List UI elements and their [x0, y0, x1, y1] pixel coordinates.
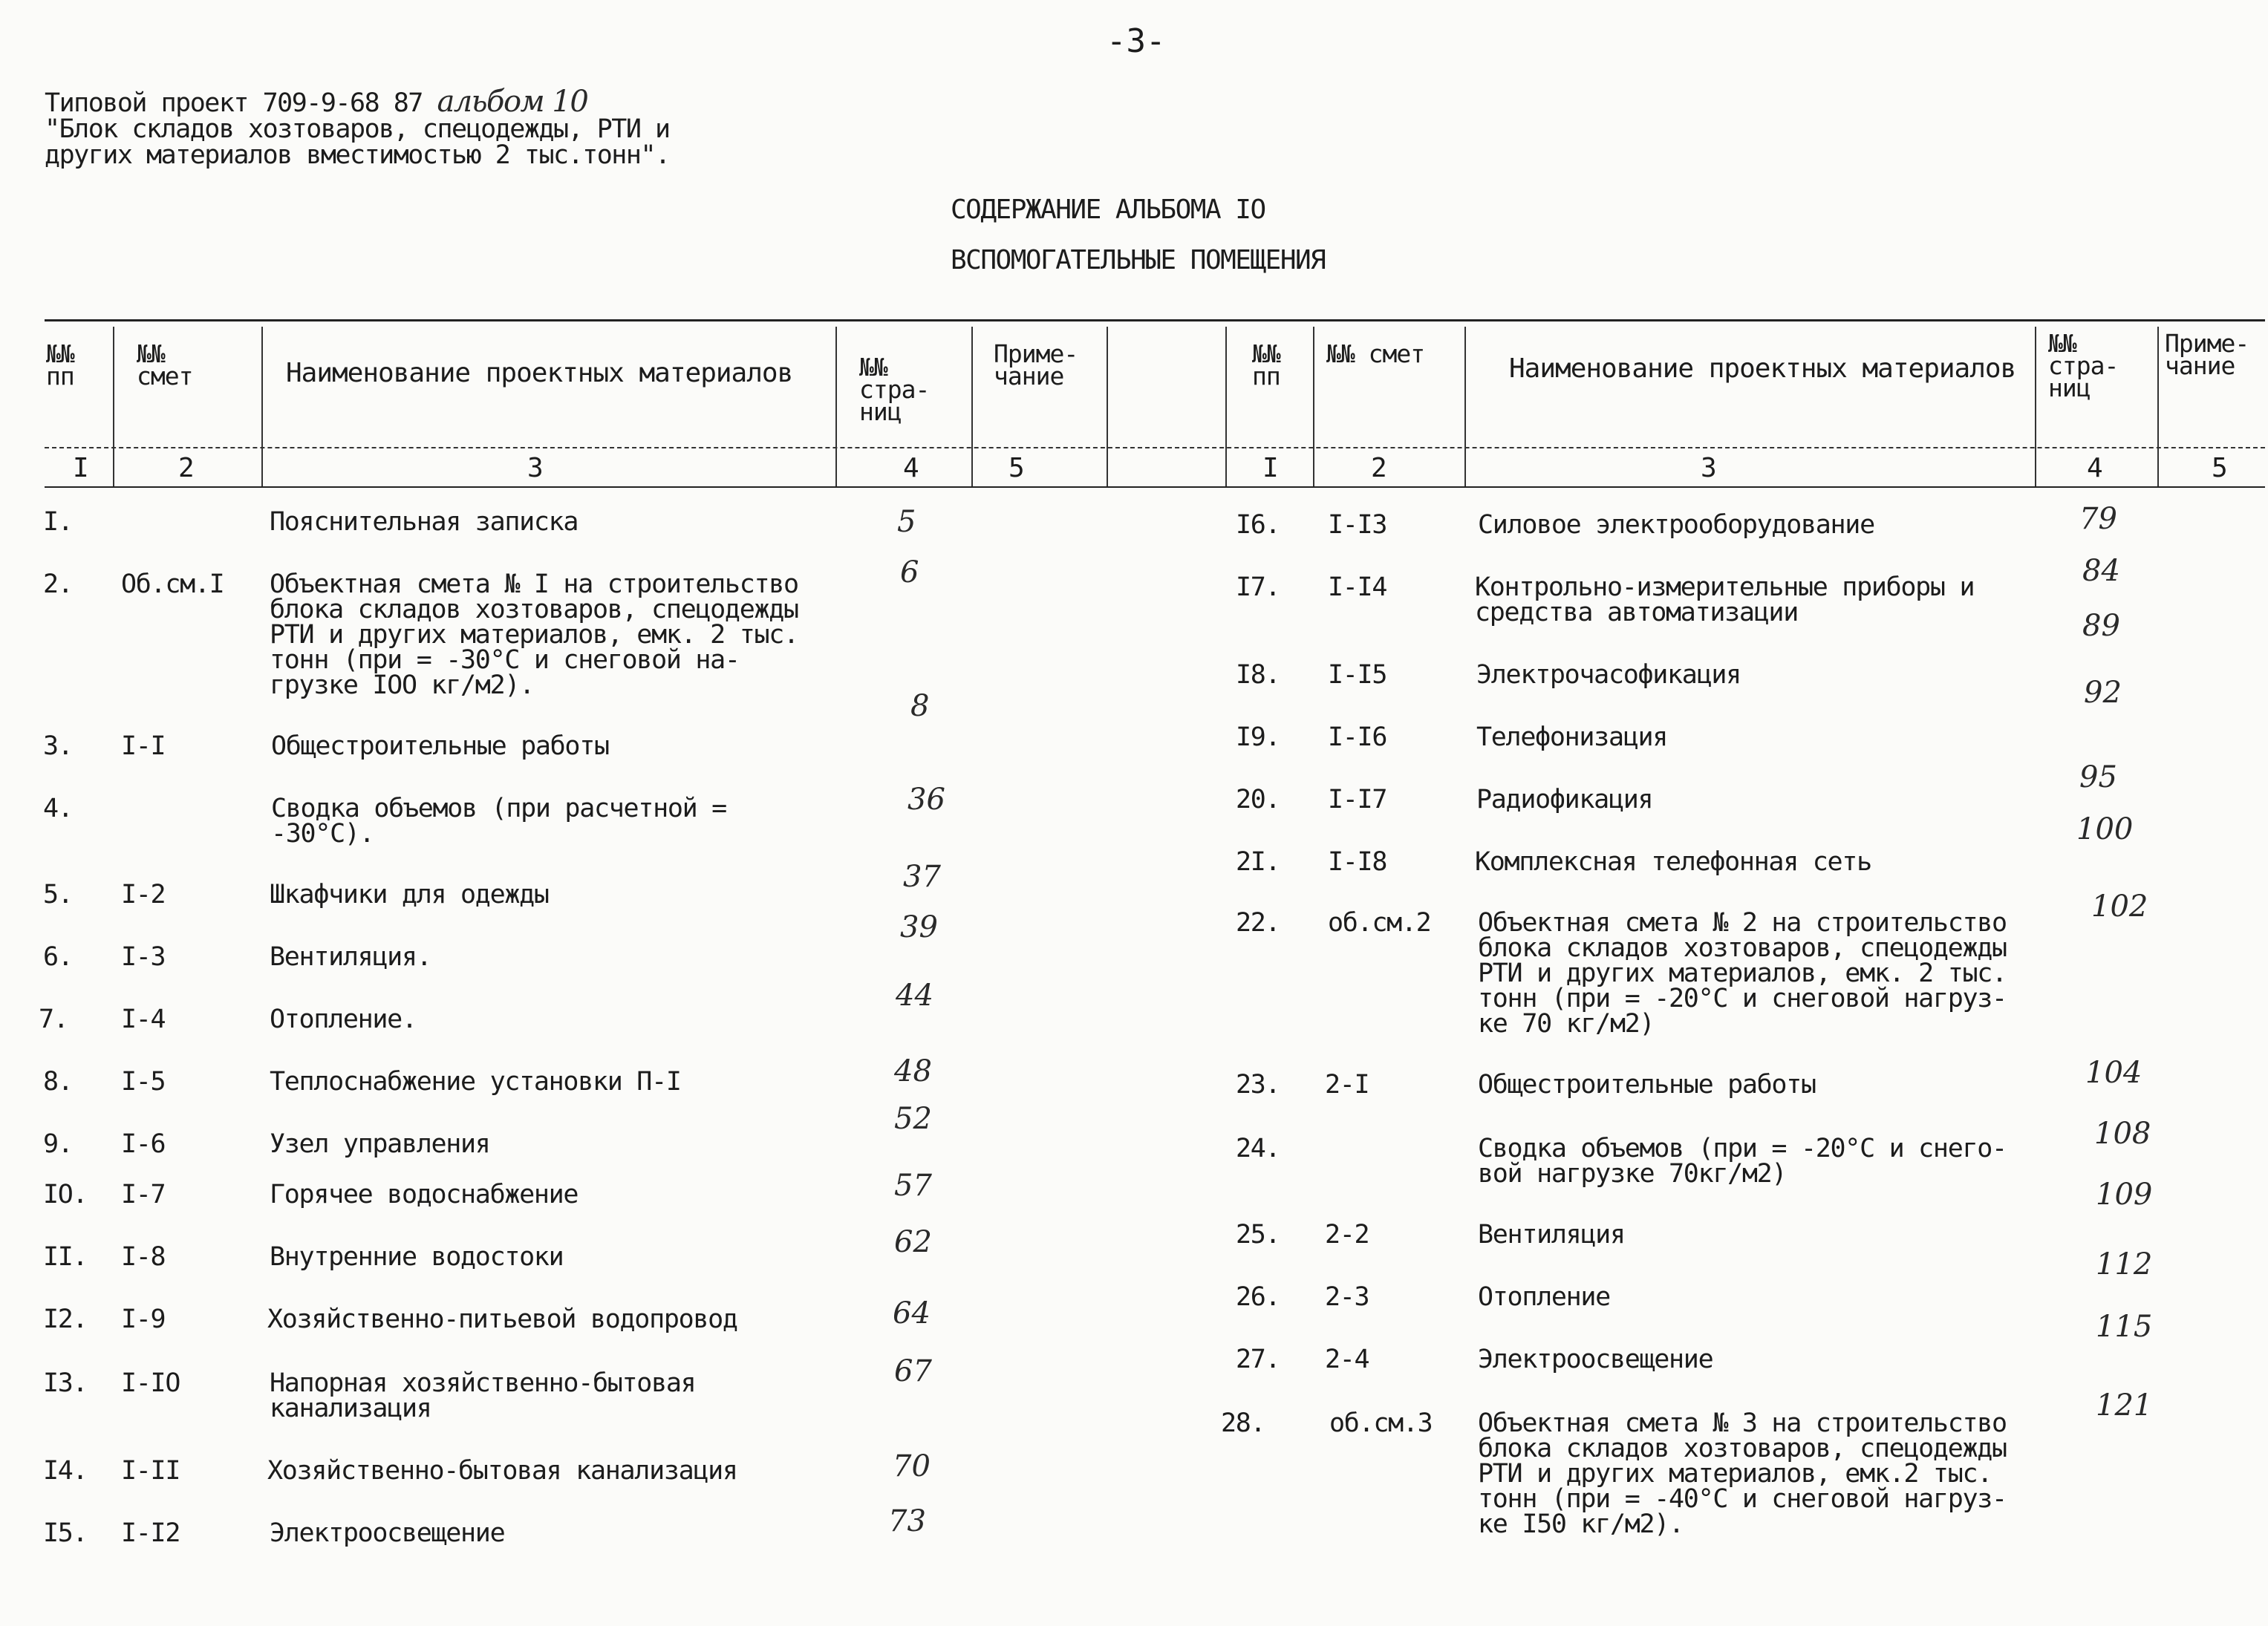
row-name: Отопление: [1478, 1282, 1610, 1312]
row-number: I4.: [43, 1456, 88, 1486]
colnum-1: I: [1262, 453, 1279, 483]
album-handwritten: альбом 10: [437, 85, 588, 119]
row-page: 115: [2096, 1310, 2153, 1344]
row-smeta: I-II: [121, 1456, 180, 1486]
row-smeta: I-I6: [1328, 722, 1387, 752]
row-page: 57: [894, 1169, 932, 1203]
colnum-1: I: [73, 453, 89, 483]
row-page: 79: [2079, 502, 2117, 536]
row-name: Пояснительная записка: [270, 507, 579, 537]
project-title-line1: "Блок складов хозтоваров, спецодежды, РТИ и: [45, 114, 670, 144]
row-smeta: I-I: [121, 731, 166, 761]
row-page: 44: [896, 979, 933, 1013]
row-name: Объектная смета № 3 на строительство блока складов хозтоваров, спецодежды РТИ и других материалов, емк.2 тыс. тонн (при = -40°С и снеговой нагруз- ке I50 кг/м2).: [1478, 1408, 2007, 1539]
colnum-2: 2: [178, 453, 195, 483]
row-number: I2.: [43, 1305, 88, 1334]
row-number: 26.: [1236, 1282, 1280, 1312]
colnum-4: 4: [2087, 453, 2103, 483]
project-title-line2: других материалов вместимостью 2 тыс.тонн".: [45, 140, 670, 170]
colnum-3: 3: [1701, 453, 1717, 483]
row-smeta: I-I2: [121, 1518, 180, 1548]
row-smeta: I-I8: [1328, 847, 1387, 877]
row-page: 8: [910, 689, 930, 723]
row-number: 28.: [1221, 1408, 1265, 1438]
page-number: -3-: [1107, 22, 1166, 60]
header-pages: №№ стра- ниц: [2048, 329, 2119, 402]
row-name: Объектная смета № 2 на строительство блока складов хозтоваров, спецодежды РТИ и других материалов, емк. 2 тыс. тонн (при = -20°С и снеговой нагруз- ке 70 кг/м2): [1478, 908, 2007, 1039]
row-page: 5: [897, 505, 916, 539]
row-page: 6: [900, 555, 919, 590]
header-name: Наименование проектных материалов: [1509, 353, 2016, 384]
row-name: Внутренние водостоки: [270, 1242, 564, 1272]
row-page: 52: [894, 1102, 932, 1136]
colnum-3: 3: [527, 453, 544, 483]
row-page: 108: [2094, 1117, 2151, 1151]
row-name: Сводка объемов (при расчетной = -30°С).: [271, 794, 726, 849]
row-page: 89: [2082, 609, 2120, 643]
header-smet: №№ смет: [1326, 339, 1425, 368]
row-page: 37: [903, 860, 941, 894]
row-number: I6.: [1236, 510, 1280, 540]
row-page: 62: [894, 1225, 932, 1259]
row-page: 36: [907, 783, 945, 817]
row-name: Вентиляция: [1478, 1220, 1625, 1250]
row-number: 8.: [43, 1067, 73, 1097]
row-smeta: I-I3: [1328, 510, 1387, 540]
row-name: Телефонизация: [1476, 722, 1668, 752]
row-smeta: 2-4: [1325, 1345, 1369, 1374]
row-name: Контрольно-измерительные приборы и средства автоматизации: [1475, 572, 1975, 627]
row-number: 5.: [43, 880, 73, 910]
row-number: II.: [43, 1242, 88, 1272]
row-smeta: I-4: [121, 1005, 166, 1034]
row-name: Хозяйственно-питьевой водопровод: [267, 1305, 737, 1334]
header-bottom-rule: [45, 486, 2265, 488]
row-smeta: I-IO: [121, 1368, 180, 1398]
colnum-4: 4: [903, 453, 919, 483]
row-name: Электроосвещение: [1478, 1345, 1713, 1374]
row-name: Общестроительные работы: [271, 731, 609, 761]
table-top-rule: [45, 319, 2265, 321]
row-name: Горячее водоснабжение: [270, 1180, 579, 1209]
row-number: I5.: [43, 1518, 88, 1548]
colnum-5: 5: [1008, 453, 1025, 483]
row-number: 7.: [39, 1005, 68, 1034]
project-line: [45, 85, 670, 119]
row-page: 109: [2096, 1178, 2153, 1212]
row-name: Отопление.: [270, 1005, 417, 1034]
row-number: 3.: [43, 731, 73, 761]
row-smeta: 2-I: [1325, 1070, 1369, 1100]
row-smeta: I-8: [121, 1242, 166, 1272]
row-number: 24.: [1236, 1134, 1280, 1163]
row-name: Силовое электрооборудование: [1478, 510, 1874, 540]
header-pages: №№ стра- ниц: [859, 353, 930, 426]
row-smeta: I-6: [121, 1129, 166, 1159]
header-npp: №№ пп: [46, 339, 74, 391]
row-page: 121: [2096, 1388, 2153, 1423]
row-smeta: об.см.3: [1329, 1408, 1433, 1438]
row-name: Комплексная телефонная сеть: [1475, 847, 1871, 877]
row-number: 27.: [1236, 1345, 1280, 1374]
row-smeta: I-7: [121, 1180, 166, 1209]
row-smeta: 2-2: [1325, 1220, 1369, 1250]
row-number: I3.: [43, 1368, 88, 1398]
row-smeta: I-5: [121, 1067, 166, 1097]
row-page: 64: [893, 1296, 931, 1330]
row-name: Радиофикация: [1476, 785, 1653, 814]
col-divider: [971, 327, 973, 486]
row-number: 4.: [43, 794, 73, 823]
row-number: 25.: [1236, 1220, 1280, 1250]
col-divider: [1464, 327, 1466, 486]
row-page: 104: [2085, 1056, 2142, 1090]
row-smeta: I-I4: [1328, 572, 1387, 602]
col-divider: [1107, 327, 1108, 486]
header-note: Приме- чание: [994, 339, 1078, 391]
row-number: I7.: [1236, 572, 1280, 602]
row-page: 73: [888, 1504, 926, 1538]
row-name: Вентиляция.: [270, 942, 431, 972]
header-smet: №№ смет: [137, 339, 193, 391]
col-divider: [1313, 327, 1314, 486]
header-note: Приме- чание: [2165, 329, 2249, 380]
row-name: Шкафчики для одежды: [270, 880, 549, 910]
header-name: Наименование проектных материалов: [286, 358, 793, 388]
row-page: 39: [900, 910, 938, 944]
colnum-5: 5: [2212, 453, 2228, 483]
row-name: Объектная смета № I на строительство блока складов хозтоваров, спецодежды РТИ и других материалов, емк. 2 тыс. тонн (при = -30°С и снеговой на- грузке IOO кг/м2).: [270, 569, 798, 700]
row-number: 20.: [1236, 785, 1280, 814]
section-subtitle: ВСПОМОГАТЕЛЬНЫЕ ПОМЕЩЕНИЯ: [951, 245, 1326, 275]
document-header: [45, 85, 670, 170]
row-smeta: Об.см.I: [121, 569, 224, 599]
row-page: 67: [894, 1354, 932, 1388]
col-divider: [113, 327, 114, 486]
row-number: I8.: [1236, 660, 1280, 690]
row-smeta: I-I5: [1328, 660, 1387, 690]
row-number: 2I.: [1236, 847, 1280, 877]
row-number: I.: [43, 507, 73, 537]
contents-title: СОДЕРЖАНИЕ АЛЬБОМА IO: [951, 195, 1265, 225]
col-divider: [1225, 327, 1227, 486]
row-page: 92: [2084, 676, 2122, 710]
row-name: Напорная хозяйственно-бытовая канализация: [270, 1368, 696, 1423]
row-number: 6.: [43, 942, 73, 972]
row-number: 9.: [43, 1129, 73, 1159]
row-name: Узел управления: [270, 1129, 490, 1159]
row-number: 2.: [43, 569, 73, 599]
row-name: Электрочасофикация: [1476, 660, 1741, 690]
row-page: 100: [2076, 812, 2134, 846]
header-divider: [45, 447, 2265, 448]
row-page: 70: [893, 1449, 931, 1483]
row-number: I9.: [1236, 722, 1280, 752]
row-number: 22.: [1236, 908, 1280, 938]
col-divider: [835, 327, 837, 486]
row-smeta: об.см.2: [1328, 908, 1431, 938]
row-page: 102: [2091, 889, 2148, 924]
row-smeta: I-2: [121, 880, 166, 910]
row-page: 95: [2079, 760, 2117, 794]
row-number: IO.: [43, 1180, 88, 1209]
row-page: 48: [894, 1054, 932, 1088]
row-name: Сводка объемов (при = -20°С и снего- вой нагрузке 70кг/м2): [1478, 1134, 2007, 1189]
project-code: Типовой проект 709-9-68 87: [45, 88, 423, 118]
row-page: 112: [2096, 1247, 2153, 1281]
row-number: 23.: [1236, 1070, 1280, 1100]
row-name: Хозяйственно-бытовая канализация: [267, 1456, 737, 1486]
col-divider: [2157, 327, 2159, 486]
row-name: Теплоснабжение установки П-I: [270, 1067, 681, 1097]
row-smeta: I-9: [121, 1305, 166, 1334]
row-smeta: I-I7: [1328, 785, 1387, 814]
row-name: Общестроительные работы: [1478, 1070, 1816, 1100]
header-npp: №№ пп: [1252, 339, 1280, 391]
col-divider: [2035, 327, 2036, 486]
row-page: 84: [2082, 554, 2120, 588]
col-divider: [261, 327, 263, 486]
row-smeta: I-3: [121, 942, 166, 972]
colnum-2: 2: [1371, 453, 1387, 483]
row-smeta: 2-3: [1325, 1282, 1369, 1312]
row-name: Электроосвещение: [270, 1518, 505, 1548]
